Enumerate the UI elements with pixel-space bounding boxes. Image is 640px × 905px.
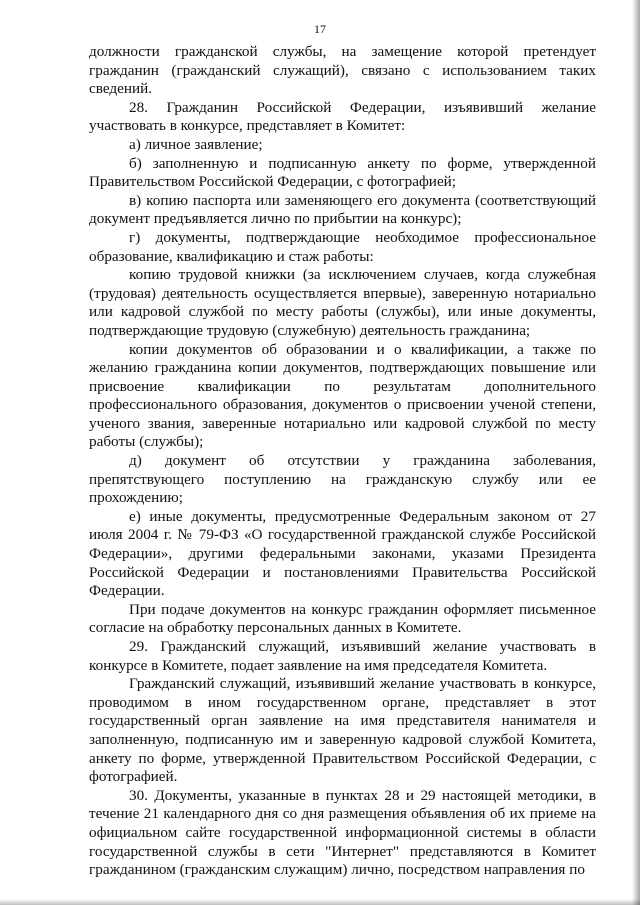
paragraph-subitem-d: д) документ об отсутствии у гражданина заболевания, препятствующего поступлению на гражданскую службу или ее прохождению; — [89, 452, 596, 507]
page-number: 17 — [314, 22, 326, 36]
paragraph-consent: При подаче документов на конкурс гражданин оформляет письменное согласие на обработку персональных данных в Комитете. — [89, 600, 596, 637]
paragraph-labor-book: копию трудовой книжки (за исключением случаев, когда служебная (трудовая) деятельность осуществляется впервые), заверенную нотариально или кадровой службой по месту работы (службы), или иные документы, подтверждающие трудовую (служебную) деятельность гражданина; — [89, 266, 596, 339]
document-body — [89, 43, 596, 880]
paragraph-subitem-v: в) копию паспорта или заменяющего его документа (соответствующий документ предъявляется лично по прибытии на конкурс); — [89, 191, 596, 228]
paragraph-other-agency: Гражданский служащий, изъявивший желание участвовать в конкурсе, проводимом в ином государственном органе, представляет в этот государственный орган заявление на имя представителя нанимателя и заполненную, подписанную им и заверенную кадровой службой Комитета, анкету по форме, утвержденной Правительством Российской Федерации, с фотографией. — [89, 675, 596, 786]
paragraph-subitem-b: б) заполненную и подписанную анкету по форме, утвержденной Правительством Российской Федерации, с фотографией; — [89, 154, 596, 191]
paragraph-subitem-a: а) личное заявление; — [129, 135, 263, 153]
paragraph-item-30: 30. Документы, указанные в пунктах 28 и 29 настоящей методики, в течение 21 календарного дня со дня размещения объявления об их приеме на официальном сайте государственной информационной системы в области государственной службы в сети "Интернет" представляются в Комитет гражданином (гражданским служащим) лично, посредством направления по — [89, 786, 596, 879]
paragraph-subitem-e: е) иные документы, предусмотренные Федеральным законом от 27 июля 2004 г. № 79-ФЗ «О государственной гражданской службе Российской Федерации», другими федеральными законами, указами Президента Российской Федерации и постановлениями Правительства Российской Федерации. — [89, 507, 596, 600]
paragraph-subitem-g: г) документы, подтверждающие необходимое профессиональное образование, квалификацию и стаж работы: — [89, 228, 596, 265]
paragraph-item-28: 28. Гражданин Российской Федерации, изъявивший желание участвовать в конкурсе, представляет в Комитет: — [89, 98, 596, 135]
paragraph-continuation: должности гражданской службы, на замещение которой претендует гражданин (гражданский служащий), связано с использованием таких сведений. — [89, 43, 596, 98]
scan-edge-shadow — [632, 0, 640, 905]
paragraph-education-docs: копии документов об образовании и о квалификации, а также по желанию гражданина копии документов, подтверждающих повышение или присвоение квалификации по результатам дополнительного профессионального образования, документов о присвоении ученой степени, ученого звания, заверенные нотариально или кадровой службой по месту работы (службы); — [89, 340, 596, 451]
scan-bottom-shadow — [0, 899, 640, 905]
paragraph-item-29: 29. Гражданский служащий, изъявивший желание участвовать в конкурсе в Комитете, подает заявление на имя председателя Комитета. — [89, 638, 596, 674]
